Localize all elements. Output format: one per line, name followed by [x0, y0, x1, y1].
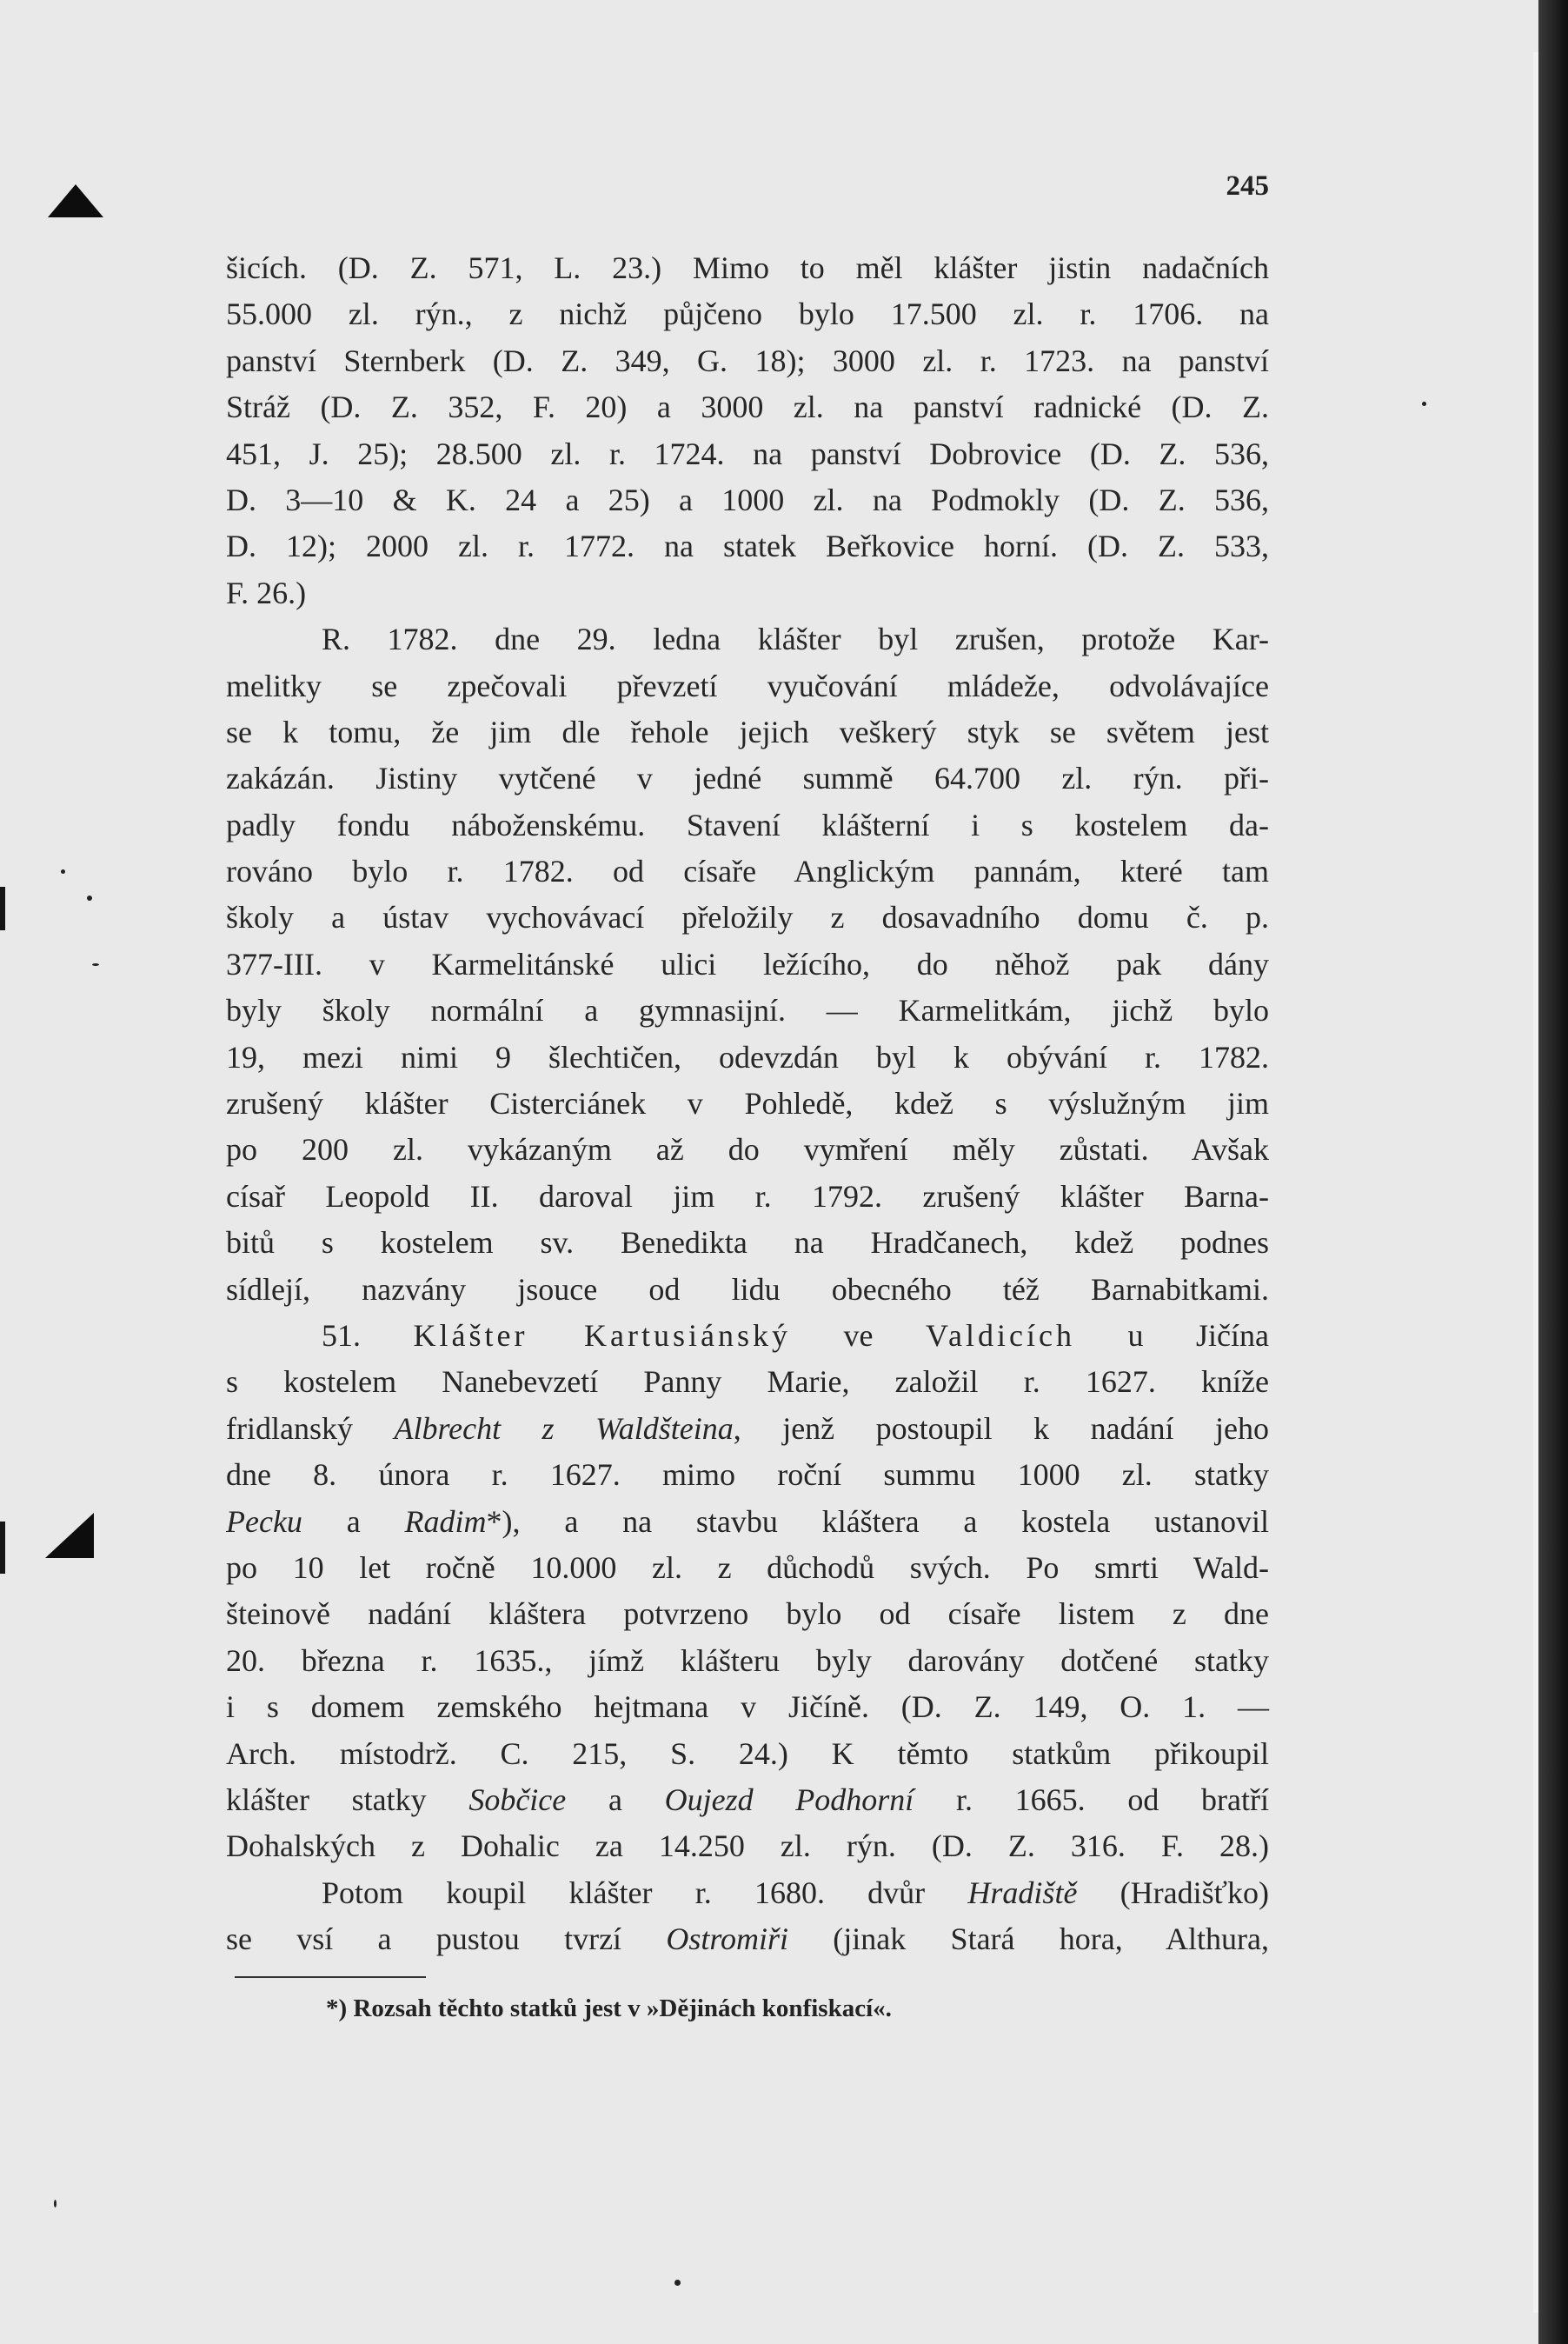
- text-segment: , jenž postoupil k nadání jeho: [733, 1410, 1270, 1446]
- text-segment: se k tomu, že jim dle řehole jejich veškerý styk se světem jest: [226, 714, 1269, 749]
- text-segment: D. 3—10 & K. 24 a 25) a 1000 zl. na Podmokly (D. Z. 536,: [226, 482, 1269, 517]
- text-segment: *), a na stavbu kláštera a kostela ustanovil: [486, 1503, 1269, 1539]
- text-segment: zakázán. Jistiny vytčené v jedné summě 64.700 zl. rýn. při-: [226, 761, 1269, 796]
- text-segment: (Hradišťko): [1077, 1875, 1269, 1910]
- text-line: [226, 756, 1269, 802]
- text-line: [226, 1313, 1269, 1359]
- text-segment: i s domem zemského hejtmana v Jičíně. (D. Z. 149, O. 1. —: [226, 1689, 1269, 1725]
- text-segment: zrušený klášter Cisterciánek v Pohledě, kdež s výslužným jim: [226, 1086, 1269, 1122]
- italic-text: Hradiště: [967, 1875, 1078, 1910]
- text-segment: s kostelem Nanebevzetí Panny Marie, založil r. 1627. kníže: [226, 1364, 1269, 1400]
- text-line: [226, 1081, 1269, 1127]
- footnote: *) Rozsah těchto statků jest v »Dějinách konfiskací«.: [326, 1994, 892, 2022]
- text-line: [226, 1777, 1269, 1823]
- text-line: [226, 338, 1269, 384]
- text-segment: ve: [790, 1317, 927, 1353]
- text-segment: po 200 zl. vykázaným až do vymření měly zůstati. Avšak: [226, 1132, 1269, 1168]
- text-line: [226, 291, 1269, 337]
- speck: [674, 2280, 681, 2286]
- text-segment: D. 12); 2000 zl. r. 1772. na statek Beřkovice horní. (D. Z. 533,: [226, 529, 1269, 564]
- text-line: [226, 570, 1269, 616]
- text-segment: dne 8. února r. 1627. mimo roční summu 1000 zl. statky: [226, 1457, 1269, 1493]
- text-line: [226, 942, 1269, 988]
- text-line: [226, 1035, 1269, 1081]
- text-segment: 377-III. v Karmelitánské ulici ležícího, do něhož pak dány: [226, 946, 1269, 982]
- text-segment: melitky se zpečovali převzetí vyučování mládeže, odvolávajíce: [226, 668, 1269, 703]
- text-line: [226, 1267, 1269, 1313]
- text-segment: po 10 let ročně 10.000 zl. z důchodů svých. Po smrti Wald-: [226, 1549, 1269, 1585]
- text-line: [226, 1591, 1269, 1637]
- text-segment: r. 1665. od bratří: [914, 1781, 1270, 1817]
- italic-text: Pecku: [226, 1503, 302, 1539]
- text-segment: F. 26.): [226, 575, 307, 610]
- text-line: [226, 1870, 1269, 1916]
- text-line: [226, 616, 1269, 663]
- text-segment: 55.000 zl. rýn., z nichž půjčeno bylo 17.500 zl. r. 1706. na: [226, 296, 1269, 332]
- text-segment: 451, J. 25); 28.500 zl. r. 1724. na panství Dobrovice (D. Z. 536,: [226, 436, 1269, 471]
- text-line: [226, 1452, 1269, 1498]
- text-segment: a: [566, 1781, 665, 1817]
- text-segment: školy a ústav vychovávací přeložily z dosavadního domu č. p.: [226, 900, 1269, 936]
- text-segment: R. 1782. dne 29. ledna klášter byl zrušen, protože Kar-: [322, 622, 1269, 657]
- text-segment: šteinově nadání kláštera potvrzeno bylo od císaře listem z dne: [226, 1596, 1269, 1632]
- edge-mark: [0, 887, 5, 930]
- text-segment: u Jičína: [1074, 1317, 1269, 1353]
- text-line: [226, 1638, 1269, 1684]
- text-segment: panství Sternberk (D. Z. 349, G. 18); 3000 zl. r. 1723. na panství: [226, 343, 1269, 378]
- text-segment: Arch. místodrž. C. 215, S. 24.) K těmto statkům přikoupil: [226, 1735, 1269, 1771]
- text-line: [226, 245, 1269, 291]
- text-line: [226, 988, 1269, 1034]
- text-line: [226, 849, 1269, 895]
- text-segment: Stráž (D. Z. 352, F. 20) a 3000 zl. na panství radnické (D. Z.: [226, 390, 1269, 425]
- spaced-text: Valdicích: [926, 1317, 1075, 1353]
- text-line: [226, 1174, 1269, 1220]
- speck: [87, 896, 92, 901]
- text-segment: šicích. (D. Z. 571, L. 23.) Mimo to měl klášter jistin nadačních: [226, 250, 1269, 285]
- text-segment: se vsí a pustou tvrzí: [226, 1921, 667, 1957]
- italic-text: Radim: [404, 1503, 487, 1539]
- text-line: [226, 1359, 1269, 1405]
- text-segment: Potom koupil klášter r. 1680. dvůr: [322, 1875, 968, 1910]
- text-segment: sídlejí, nazvány jsouce od lidu obecného též Barnabitkami.: [226, 1271, 1269, 1307]
- text-line: [226, 1823, 1269, 1869]
- book-spine: [1538, 0, 1568, 2344]
- footnote-rule: [235, 1976, 426, 1978]
- text-line: [226, 384, 1269, 430]
- text-line: [226, 1406, 1269, 1452]
- text-segment: 51.: [322, 1317, 414, 1353]
- text-segment: rováno bylo r. 1782. od císaře Anglickým pannám, které tam: [226, 854, 1269, 889]
- text-segment: fridlanský: [226, 1410, 395, 1446]
- speck: [1422, 402, 1426, 406]
- text-line: [226, 709, 1269, 756]
- text-segment: 19, mezi nimi 9 šlechtičen, odevzdán byl k obývání r. 1782.: [226, 1039, 1269, 1075]
- text-segment: bitů s kostelem sv. Benedikta na Hradčanech, kdež podnes: [226, 1225, 1269, 1261]
- text-line: [226, 663, 1269, 709]
- text-segment: (jinak Stará hora, Althura,: [788, 1921, 1270, 1957]
- text-segment: a: [302, 1503, 405, 1539]
- text-line: [226, 1499, 1269, 1545]
- text-line: [226, 431, 1269, 477]
- corner-mark: [48, 184, 103, 217]
- text-segment: padly fondu náboženskému. Stavení klášterní i s kostelem da-: [226, 807, 1269, 842]
- spaced-text: Klášter Kartusiánský: [413, 1317, 791, 1353]
- text-line: [226, 895, 1269, 941]
- edge-mark: [0, 1522, 5, 1574]
- text-segment: císař Leopold II. daroval jim r. 1792. zrušený klášter Barna-: [226, 1178, 1269, 1214]
- text-line: [226, 523, 1269, 569]
- italic-text: Oujezd Podhorní: [664, 1781, 914, 1817]
- italic-text: Ostromiři: [666, 1921, 789, 1957]
- speck: [61, 869, 65, 874]
- text-line: [226, 1731, 1269, 1777]
- text-line: [226, 477, 1269, 523]
- italic-text: Albrecht z Waldšteina: [394, 1410, 734, 1446]
- text-segment: Dohalských z Dohalic za 14.250 zl. rýn. (D. Z. 316. F. 28.): [226, 1828, 1269, 1864]
- text-segment: klášter statky: [226, 1781, 469, 1817]
- speck: [54, 2200, 56, 2207]
- text-line: [226, 802, 1269, 849]
- text-line: [226, 1916, 1269, 1962]
- text-line: [226, 1684, 1269, 1730]
- text-line: [226, 1127, 1269, 1173]
- page-number: 245: [1226, 170, 1269, 202]
- italic-text: Sobčice: [468, 1781, 567, 1817]
- speck: [92, 963, 99, 966]
- text-segment: 20. března r. 1635., jímž klášteru byly darovány dotčené statky: [226, 1642, 1269, 1678]
- text-segment: byly školy normální a gymnasijní. — Karmelitkám, jichž bylo: [226, 993, 1269, 1029]
- body-text: [226, 245, 1269, 1962]
- text-line: [226, 1220, 1269, 1266]
- margin-mark: [45, 1513, 94, 1558]
- text-line: [226, 1545, 1269, 1591]
